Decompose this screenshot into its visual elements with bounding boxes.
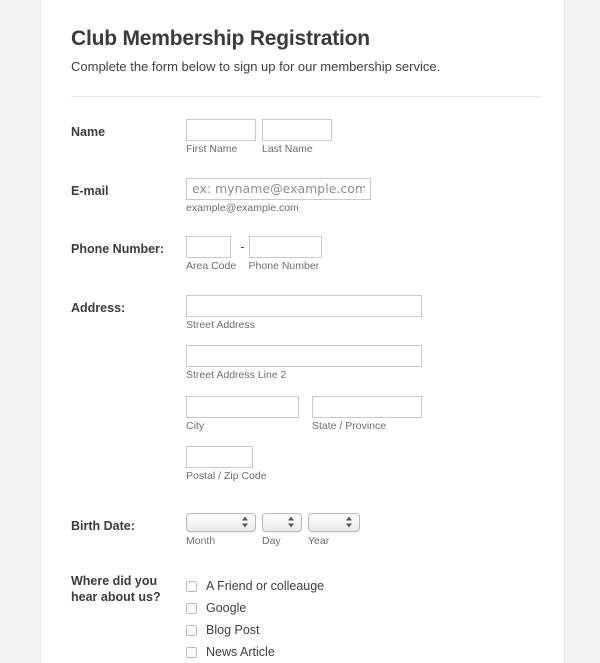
phone-number-cell (249, 236, 322, 273)
checkbox-option[interactable] (186, 575, 534, 597)
label-address: Address: (71, 300, 126, 315)
phone-number-input[interactable] (249, 236, 322, 258)
label-birthdate: Birth Date: (71, 518, 135, 533)
checkbox-option[interactable] (186, 597, 534, 619)
field-row-name (71, 97, 534, 156)
chevron-updown-icon (242, 516, 249, 529)
last-name-cell (262, 119, 332, 156)
street-address-line2-sublabel: Street Address Line 2 (186, 369, 287, 382)
birth-year-select[interactable] (308, 513, 360, 532)
birth-year-sublabel: Year (308, 534, 330, 547)
field-row-birthdate (71, 483, 534, 548)
field-row-address (71, 273, 534, 483)
email-input[interactable] (186, 178, 371, 200)
checkbox-option[interactable] (186, 619, 534, 641)
email-sublabel: example@example.com (186, 201, 299, 214)
city-sublabel: City (186, 419, 205, 432)
birth-year-cell (308, 513, 360, 548)
first-name-cell (186, 119, 256, 156)
area-code-input[interactable] (186, 236, 231, 258)
birth-day-select[interactable] (262, 513, 302, 532)
field-row-referral (71, 547, 534, 663)
checkbox-label: Google (206, 601, 247, 616)
area-code-sublabel: Area Code (186, 260, 237, 273)
street-address-input[interactable] (186, 295, 422, 317)
area-code-cell (186, 236, 236, 273)
label-name: Name (71, 125, 106, 140)
birth-month-cell (186, 513, 256, 548)
field-row-email (71, 156, 534, 215)
referral-checkbox-group (186, 573, 534, 663)
last-name-input[interactable] (262, 119, 332, 141)
state-province-input[interactable] (312, 396, 422, 418)
birth-day-sublabel: Day (262, 534, 281, 547)
checkbox-label: Blog Post (206, 623, 260, 638)
city-state-group (186, 396, 534, 433)
checkbox-icon[interactable] (186, 625, 197, 636)
field-row-phone (71, 214, 534, 273)
label-email: E-mail (71, 183, 109, 198)
street-address-2-group (186, 345, 534, 382)
phone-number-sublabel: Phone Number (248, 260, 320, 273)
state-cell (312, 396, 422, 433)
birth-month-sublabel: Month (186, 534, 216, 547)
checkbox-icon[interactable] (186, 647, 197, 658)
checkbox-option[interactable] (186, 641, 534, 663)
first-name-input[interactable] (186, 119, 256, 141)
checkbox-icon[interactable] (186, 603, 197, 614)
chevron-updown-icon (346, 516, 353, 529)
birth-day-cell (262, 513, 302, 548)
city-input[interactable] (186, 396, 299, 418)
checkbox-label: News Article (206, 645, 275, 660)
phone-separator: - (240, 239, 245, 255)
last-name-sublabel: Last Name (262, 143, 313, 156)
chevron-updown-icon (288, 516, 295, 529)
checkbox-label: A Friend or colleauge (206, 579, 325, 594)
city-cell (186, 396, 299, 433)
zip-group (186, 446, 534, 483)
label-phone: Phone Number: (71, 242, 165, 257)
street-address-line2-input[interactable] (186, 345, 422, 367)
checkbox-icon[interactable] (186, 581, 197, 592)
birth-month-select[interactable] (186, 513, 256, 532)
street-address-sublabel: Street Address (186, 318, 255, 331)
page-title: Club Membership Registration (71, 27, 370, 50)
state-province-sublabel: State / Province (312, 419, 387, 432)
page-subtitle: Complete the form below to sign up for our membership service. (71, 59, 441, 75)
street-address-group (186, 295, 534, 332)
first-name-sublabel: First Name (186, 143, 238, 156)
label-referral: Where did you hear about us? (71, 574, 161, 605)
postal-zip-sublabel: Postal / Zip Code (186, 470, 267, 483)
postal-zip-input[interactable] (186, 446, 253, 468)
form-card (40, 0, 565, 663)
